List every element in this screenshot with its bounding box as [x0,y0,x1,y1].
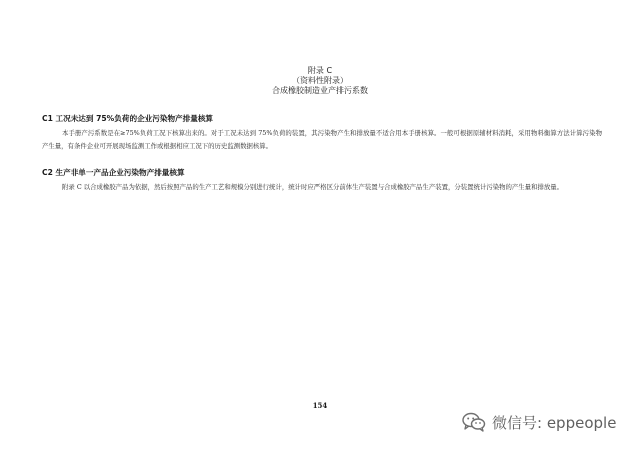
section-body-c1: 本手册产污系数是在≥75%负荷工况下核算出来的。对于工况未达到 75%负荷的装置，其污染物产生和排放量不适合用本手册核算。一般可根据原辅材料消耗，采用物料衡算方法计算污染物产生量，有条件企业可开展现场监测工作或根据相应工况下的历史监测数据核算。 [42,129,602,150]
section-title-c2: C2 生产非单一产品企业污染物产排量核算 [42,168,185,177]
wechat-icon [462,412,486,432]
appendix-title: 合成橡胶制造业产排污系数 [272,86,368,95]
section-body-c2: 附录 C 以合成橡胶产品为依据，然后按照产品的生产工艺和规模分别进行统计，统计时应严格区分前体生产装置与合成橡胶产品生产装置，分装置统计污染物的产生量和排放量。 [62,183,564,191]
wechat-watermark [462,410,616,434]
page-number: 154 [312,401,328,410]
appendix-note: （资料性附录） [292,76,348,85]
appendix-heading [0,66,640,96]
section-title-c1: C1 工况未达到 75%负荷的企业污染物产排量核算 [42,114,214,123]
wechat-id-text: 微信号: eppeople [492,413,617,432]
appendix-label: 附录 C [307,66,333,75]
